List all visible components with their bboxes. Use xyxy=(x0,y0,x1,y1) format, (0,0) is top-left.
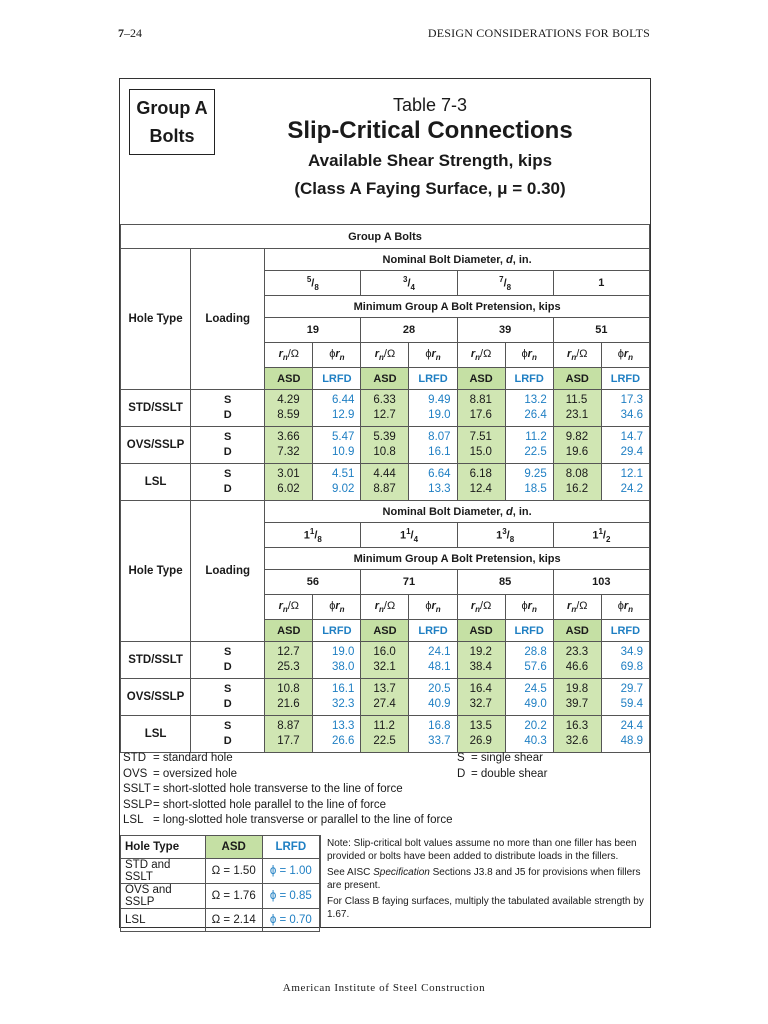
asd-value: 8.81 xyxy=(469,393,492,406)
lrfd-symbol: $\phi r_n$ xyxy=(505,343,553,368)
lrfd-label: LRFD xyxy=(409,368,457,390)
asd-symbol: $r_n/\Omega$ xyxy=(265,595,313,620)
loading-cell xyxy=(191,464,265,501)
asd-value: 19.8 xyxy=(565,682,589,695)
loading-cell xyxy=(191,716,265,753)
asd-symbol: $r_n/\Omega$ xyxy=(553,595,601,620)
lrfd-value: 18.5 xyxy=(524,483,547,495)
factor-row xyxy=(121,859,320,884)
lrfd-value-cell xyxy=(409,679,457,716)
legend-item xyxy=(457,767,547,783)
factor-hole-type: LSL xyxy=(121,909,206,932)
strength-table xyxy=(120,224,650,753)
group-badge: Group A Bolts xyxy=(129,89,215,155)
loading-value: S xyxy=(224,645,232,658)
title-block xyxy=(120,79,650,225)
lrfd-value: 34.6 xyxy=(620,409,643,421)
lrfd-value-cell xyxy=(601,642,649,679)
asd-value: 32.7 xyxy=(469,698,492,710)
lrfd-label: LRFD xyxy=(601,620,649,642)
factor-omega: Ω = 1.50 xyxy=(205,859,262,884)
bolt-diameter: $^5/_8$ xyxy=(265,271,361,296)
legend-desc: = oversized hole xyxy=(153,767,238,780)
lrfd-value: 33.7 xyxy=(428,735,451,747)
lrfd-value: 17.3 xyxy=(620,393,643,406)
factor-row xyxy=(121,884,320,909)
asd-value: 16.2 xyxy=(565,483,589,495)
legend-desc: = double shear xyxy=(471,767,548,780)
asd-label: ASD xyxy=(361,368,409,390)
lrfd-value: 12.1 xyxy=(620,467,643,480)
loading-header: Loading xyxy=(191,249,265,390)
factor-header-asd: ASD xyxy=(205,836,262,859)
lrfd-value-cell xyxy=(601,390,649,427)
asd-value: 21.6 xyxy=(277,698,300,710)
table-row xyxy=(121,427,650,464)
asd-value: 6.18 xyxy=(469,467,492,480)
asd-value: 6.02 xyxy=(277,483,300,495)
lrfd-value-cell xyxy=(409,716,457,753)
page-header xyxy=(118,26,650,44)
asd-symbol: $r_n/\Omega$ xyxy=(265,343,313,368)
lrfd-value: 49.0 xyxy=(524,698,547,710)
bolt-pretension: 39 xyxy=(457,318,553,343)
lrfd-value: 9.02 xyxy=(332,483,355,495)
lrfd-value-cell xyxy=(505,716,553,753)
bolt-pretension: 56 xyxy=(265,570,361,595)
asd-label: ASD xyxy=(553,368,601,390)
lrfd-value: 24.1 xyxy=(428,645,451,658)
asd-value: 19.6 xyxy=(565,446,589,458)
asd-value: 38.4 xyxy=(469,661,492,673)
lrfd-value: 16.1 xyxy=(428,446,451,458)
legend-abbr: LSL xyxy=(123,814,144,826)
legend-abbr: OVS xyxy=(123,767,148,780)
hole-type-cell: STD/SSLT xyxy=(121,390,191,427)
lrfd-value-cell xyxy=(505,464,553,501)
legend-item xyxy=(457,751,547,767)
asd-value-cell xyxy=(265,716,313,753)
asd-symbol: $r_n/\Omega$ xyxy=(457,343,505,368)
asd-label: ASD xyxy=(457,368,505,390)
note-fillers: Note: Slip-critical bolt values assume no more than one filler has been provided or bolts have been added to distribute loads in the fillers. xyxy=(327,838,637,862)
asd-label: ASD xyxy=(265,368,313,390)
pretension-header: Minimum Group A Bolt Pretension, kips xyxy=(265,296,650,318)
pretension-header: Minimum Group A Bolt Pretension, kips xyxy=(265,548,650,570)
note-specification: See AISC Specification Sections J3.8 and J5 for provisions when fillers are present. xyxy=(327,867,641,891)
lrfd-label: LRFD xyxy=(601,368,649,390)
hole-type-cell: LSL xyxy=(121,716,191,753)
table-row xyxy=(121,390,650,427)
lrfd-value-cell xyxy=(505,679,553,716)
bolt-diameter: $1^1/_8$ xyxy=(265,523,361,548)
lrfd-value: 6.44 xyxy=(332,393,355,406)
asd-value-cell xyxy=(553,679,601,716)
factor-header-hole-type: Hole Type xyxy=(121,836,206,859)
lrfd-value-cell xyxy=(601,679,649,716)
lrfd-value-cell xyxy=(313,716,361,753)
resistance-factors-table xyxy=(120,835,320,932)
lrfd-value: 19.0 xyxy=(428,409,451,421)
asd-value-cell xyxy=(553,464,601,501)
hole-type-header: Hole Type xyxy=(121,501,191,642)
table-number: Table 7-3 xyxy=(392,95,468,115)
asd-value: 12.4 xyxy=(469,483,492,495)
loading-value: D xyxy=(223,446,232,458)
bolt-pretension: 19 xyxy=(265,318,361,343)
bolt-pretension: 71 xyxy=(361,570,457,595)
factor-hole-type: OVS and SSLP xyxy=(121,884,206,909)
hole-type-header: Hole Type xyxy=(121,249,191,390)
lrfd-symbol: $\phi r_n$ xyxy=(409,595,457,620)
legend-abbr: STD xyxy=(123,752,146,764)
lrfd-value: 22.5 xyxy=(524,446,547,458)
asd-value-cell xyxy=(361,642,409,679)
asd-value-cell xyxy=(553,642,601,679)
lrfd-value-cell xyxy=(505,390,553,427)
lrfd-value: 32.3 xyxy=(332,698,355,710)
lrfd-value: 4.51 xyxy=(332,467,355,480)
lrfd-value: 28.8 xyxy=(524,645,547,658)
table-frame xyxy=(119,78,651,928)
lrfd-value-cell xyxy=(313,642,361,679)
lrfd-value: 5.47 xyxy=(332,430,355,443)
lrfd-label: LRFD xyxy=(313,620,361,642)
asd-value-cell xyxy=(553,427,601,464)
asd-value: 13.5 xyxy=(469,719,492,732)
factor-omega: Ω = 2.14 xyxy=(205,909,262,932)
asd-label: ASD xyxy=(553,620,601,642)
lrfd-label: LRFD xyxy=(505,620,553,642)
lrfd-value: 48.1 xyxy=(428,661,451,673)
lrfd-value: 40.9 xyxy=(428,698,451,710)
lrfd-value-cell xyxy=(409,642,457,679)
loading-cell xyxy=(191,679,265,716)
legend-desc: = short-slotted hole transverse to the line of force xyxy=(153,783,403,795)
asd-value-cell xyxy=(553,390,601,427)
legend-item xyxy=(123,813,453,829)
lrfd-value: 10.9 xyxy=(332,446,355,458)
lrfd-value-cell xyxy=(601,464,649,501)
asd-value-cell xyxy=(265,427,313,464)
factor-omega: Ω = 1.76 xyxy=(205,884,262,909)
legend-desc: = standard hole xyxy=(153,752,233,764)
bolt-pretension: 103 xyxy=(553,570,649,595)
loading-value: D xyxy=(223,661,232,673)
asd-value-cell xyxy=(457,642,505,679)
asd-value: 9.82 xyxy=(565,430,589,443)
asd-value: 12.7 xyxy=(373,409,396,421)
lrfd-label: LRFD xyxy=(409,620,457,642)
asd-value: 23.1 xyxy=(565,409,589,421)
lrfd-value: 69.8 xyxy=(620,661,643,673)
lrfd-symbol: $\phi r_n$ xyxy=(505,595,553,620)
asd-value: 10.8 xyxy=(373,446,396,458)
legend-item xyxy=(123,767,453,783)
factor-row xyxy=(121,909,320,932)
page-number: 7–24 xyxy=(118,26,142,40)
lrfd-value-cell xyxy=(313,464,361,501)
asd-value-cell xyxy=(265,679,313,716)
lrfd-value: 16.8 xyxy=(428,719,451,732)
asd-value: 8.87 xyxy=(277,719,300,732)
loading-header: Loading xyxy=(191,501,265,642)
lrfd-symbol: $\phi r_n$ xyxy=(409,343,457,368)
hole-type-cell: OVS/SSLP xyxy=(121,427,191,464)
running-head: DESIGN CONSIDERATIONS FOR BOLTS xyxy=(427,26,650,40)
asd-value: 3.66 xyxy=(277,430,300,443)
asd-value: 22.5 xyxy=(373,735,396,747)
lrfd-value: 19.0 xyxy=(332,645,355,658)
lrfd-symbol: $\phi r_n$ xyxy=(313,343,361,368)
factor-phi: ϕ = 1.00 xyxy=(262,859,319,884)
loading-value: D xyxy=(223,698,232,710)
loading-cell xyxy=(191,390,265,427)
asd-value: 27.4 xyxy=(373,698,396,710)
lrfd-value-cell xyxy=(409,427,457,464)
factor-header-lrfd: LRFD xyxy=(262,836,319,859)
asd-value: 11.5 xyxy=(565,393,588,406)
legend-abbr: SSLT xyxy=(123,783,151,795)
asd-value: 11.2 xyxy=(373,719,395,732)
bolt-diameter: $1^1/_4$ xyxy=(361,523,457,548)
lrfd-value-cell xyxy=(313,679,361,716)
lrfd-value-cell xyxy=(409,390,457,427)
legend-abbr: S xyxy=(457,752,465,764)
legend-abbr: SSLP xyxy=(123,798,153,811)
asd-value: 26.9 xyxy=(469,735,492,747)
asd-value: 16.0 xyxy=(373,645,396,658)
legend-desc: = short-slotted hole parallel to the line of force xyxy=(153,798,387,811)
loading-cell xyxy=(191,427,265,464)
asd-value: 25.3 xyxy=(277,661,300,673)
lrfd-value: 26.4 xyxy=(524,409,547,421)
bolt-pretension: 85 xyxy=(457,570,553,595)
hole-type-cell: OVS/SSLP xyxy=(121,679,191,716)
asd-value: 8.59 xyxy=(277,409,300,421)
group-header: Group A Bolts xyxy=(121,225,650,249)
asd-value-cell xyxy=(457,390,505,427)
asd-value: 7.32 xyxy=(277,446,300,458)
lrfd-value: 9.49 xyxy=(428,393,451,406)
lrfd-value: 6.64 xyxy=(428,467,451,480)
legend-item xyxy=(123,751,453,767)
loading-value: D xyxy=(223,735,232,747)
factor-hole-type: STD and SSLT xyxy=(121,859,206,884)
lrfd-value-cell xyxy=(505,427,553,464)
loading-value: S xyxy=(224,719,232,732)
lrfd-label: LRFD xyxy=(313,368,361,390)
legend-item xyxy=(123,798,453,814)
lrfd-label: LRFD xyxy=(505,368,553,390)
abbreviation-legend xyxy=(123,751,648,831)
factor-phi: ϕ = 0.70 xyxy=(262,909,319,932)
lrfd-value: 24.5 xyxy=(524,682,547,695)
asd-value: 4.44 xyxy=(373,467,396,480)
asd-value: 7.51 xyxy=(469,430,492,443)
diameter-header: Nominal Bolt Diameter, d, in. xyxy=(265,501,650,523)
lrfd-value: 40.3 xyxy=(524,735,547,747)
asd-value: 16.4 xyxy=(469,682,492,695)
table-row xyxy=(121,716,650,753)
lrfd-value: 20.5 xyxy=(428,682,451,695)
asd-value-cell xyxy=(457,427,505,464)
legend-abbr: D xyxy=(457,767,466,780)
lrfd-value: 11.2 xyxy=(525,430,547,443)
asd-value-cell xyxy=(361,679,409,716)
legend-hole-types xyxy=(123,751,453,829)
lrfd-value: 16.1 xyxy=(332,682,355,695)
lrfd-value: 13.3 xyxy=(428,483,451,495)
bolt-pretension: 28 xyxy=(361,318,457,343)
table-title: Slip-Critical Connections xyxy=(287,117,573,144)
bolt-diameter: 1 xyxy=(553,271,649,296)
asd-label: ASD xyxy=(361,620,409,642)
lrfd-value: 29.4 xyxy=(620,446,643,458)
asd-value: 39.7 xyxy=(565,698,589,710)
asd-value-cell xyxy=(457,679,505,716)
asd-value-cell xyxy=(457,464,505,501)
lrfd-value: 12.9 xyxy=(332,409,355,421)
asd-value: 16.3 xyxy=(565,719,589,732)
asd-value: 10.8 xyxy=(277,682,300,695)
page-footer: American Institute of Steel Construction xyxy=(282,982,486,994)
asd-value: 46.6 xyxy=(565,661,589,673)
loading-value: D xyxy=(223,409,232,421)
asd-value: 32.1 xyxy=(373,661,396,673)
bolt-diameter: $^3/_4$ xyxy=(361,271,457,296)
lrfd-value: 38.0 xyxy=(332,661,355,673)
asd-value: 5.39 xyxy=(373,430,396,443)
legend-shear-types xyxy=(457,751,547,782)
asd-value: 17.6 xyxy=(469,409,492,421)
lrfd-symbol: $\phi r_n$ xyxy=(601,343,649,368)
asd-symbol: $r_n/\Omega$ xyxy=(457,595,505,620)
note-class-b: For Class B faying surfaces, multiply the tabulated available strength by 1.67. xyxy=(327,896,644,920)
hole-type-cell: STD/SSLT xyxy=(121,642,191,679)
diameter-header: Nominal Bolt Diameter, d, in. xyxy=(265,249,650,271)
table-row xyxy=(121,642,650,679)
lrfd-value: 57.6 xyxy=(524,661,547,673)
asd-value-cell xyxy=(457,716,505,753)
asd-value: 8.87 xyxy=(373,483,396,495)
loading-value: D xyxy=(223,483,232,495)
asd-value: 8.08 xyxy=(565,467,589,480)
lrfd-value: 24.4 xyxy=(620,719,643,732)
asd-value-cell xyxy=(361,464,409,501)
loading-value: S xyxy=(224,467,232,480)
lrfd-value: 59.4 xyxy=(620,698,643,710)
asd-value: 4.29 xyxy=(277,393,300,406)
asd-value-cell xyxy=(553,716,601,753)
asd-symbol: $r_n/\Omega$ xyxy=(361,343,409,368)
asd-value: 3.01 xyxy=(277,467,300,480)
table-subtitle: Available Shear Strength, kips xyxy=(307,151,553,170)
lrfd-symbol: $\phi r_n$ xyxy=(601,595,649,620)
asd-value: 12.7 xyxy=(277,645,300,658)
asd-value: 32.6 xyxy=(565,735,589,747)
lrfd-value-cell xyxy=(409,464,457,501)
bolt-diameter: $^7/_8$ xyxy=(457,271,553,296)
factor-phi: ϕ = 0.85 xyxy=(262,884,319,909)
legend-desc: = long-slotted hole transverse or parallel to the line of force xyxy=(153,814,453,826)
lrfd-value-cell xyxy=(313,427,361,464)
loading-value: S xyxy=(224,393,232,406)
lrfd-value: 14.7 xyxy=(620,430,643,443)
asd-value-cell xyxy=(265,390,313,427)
asd-value-cell xyxy=(361,427,409,464)
lrfd-value: 48.9 xyxy=(620,735,643,747)
lrfd-value: 29.7 xyxy=(620,682,643,695)
bolt-pretension: 51 xyxy=(553,318,649,343)
lrfd-value-cell xyxy=(601,716,649,753)
legend-item xyxy=(123,782,453,798)
asd-value: 13.7 xyxy=(373,682,396,695)
legend-desc: = single shear xyxy=(471,752,543,764)
lrfd-value: 26.6 xyxy=(332,735,355,747)
asd-value: 23.3 xyxy=(565,645,589,658)
asd-value-cell xyxy=(361,390,409,427)
lrfd-value-cell xyxy=(313,390,361,427)
lrfd-value: 34.9 xyxy=(620,645,643,658)
asd-value: 19.2 xyxy=(469,645,492,658)
lrfd-value-cell xyxy=(505,642,553,679)
asd-label: ASD xyxy=(457,620,505,642)
lrfd-value: 13.2 xyxy=(524,393,547,406)
notes-panel xyxy=(320,835,650,927)
table-row xyxy=(121,464,650,501)
asd-symbol: $r_n/\Omega$ xyxy=(361,595,409,620)
lrfd-value: 9.25 xyxy=(524,467,547,480)
lrfd-value: 13.3 xyxy=(332,719,355,732)
hole-type-cell: LSL xyxy=(121,464,191,501)
asd-value: 17.7 xyxy=(277,735,300,747)
bolt-diameter: $1^1/_2$ xyxy=(553,523,649,548)
lrfd-value: 20.2 xyxy=(524,719,547,732)
asd-value-cell xyxy=(265,642,313,679)
faying-surface-note: (Class A Faying Surface, μ = 0.30) xyxy=(294,179,566,198)
bolt-diameter: $1^3/_8$ xyxy=(457,523,553,548)
asd-value-cell xyxy=(265,464,313,501)
asd-label: ASD xyxy=(265,620,313,642)
lrfd-value: 24.2 xyxy=(620,483,643,495)
asd-value-cell xyxy=(361,716,409,753)
asd-value: 6.33 xyxy=(373,393,396,406)
table-row xyxy=(121,679,650,716)
loading-cell xyxy=(191,642,265,679)
lrfd-value-cell xyxy=(601,427,649,464)
lrfd-symbol: $\phi r_n$ xyxy=(313,595,361,620)
asd-value: 15.0 xyxy=(469,446,492,458)
asd-symbol: $r_n/\Omega$ xyxy=(553,343,601,368)
lrfd-value: 8.07 xyxy=(428,430,451,443)
loading-value: S xyxy=(224,430,232,443)
loading-value: S xyxy=(224,682,232,695)
